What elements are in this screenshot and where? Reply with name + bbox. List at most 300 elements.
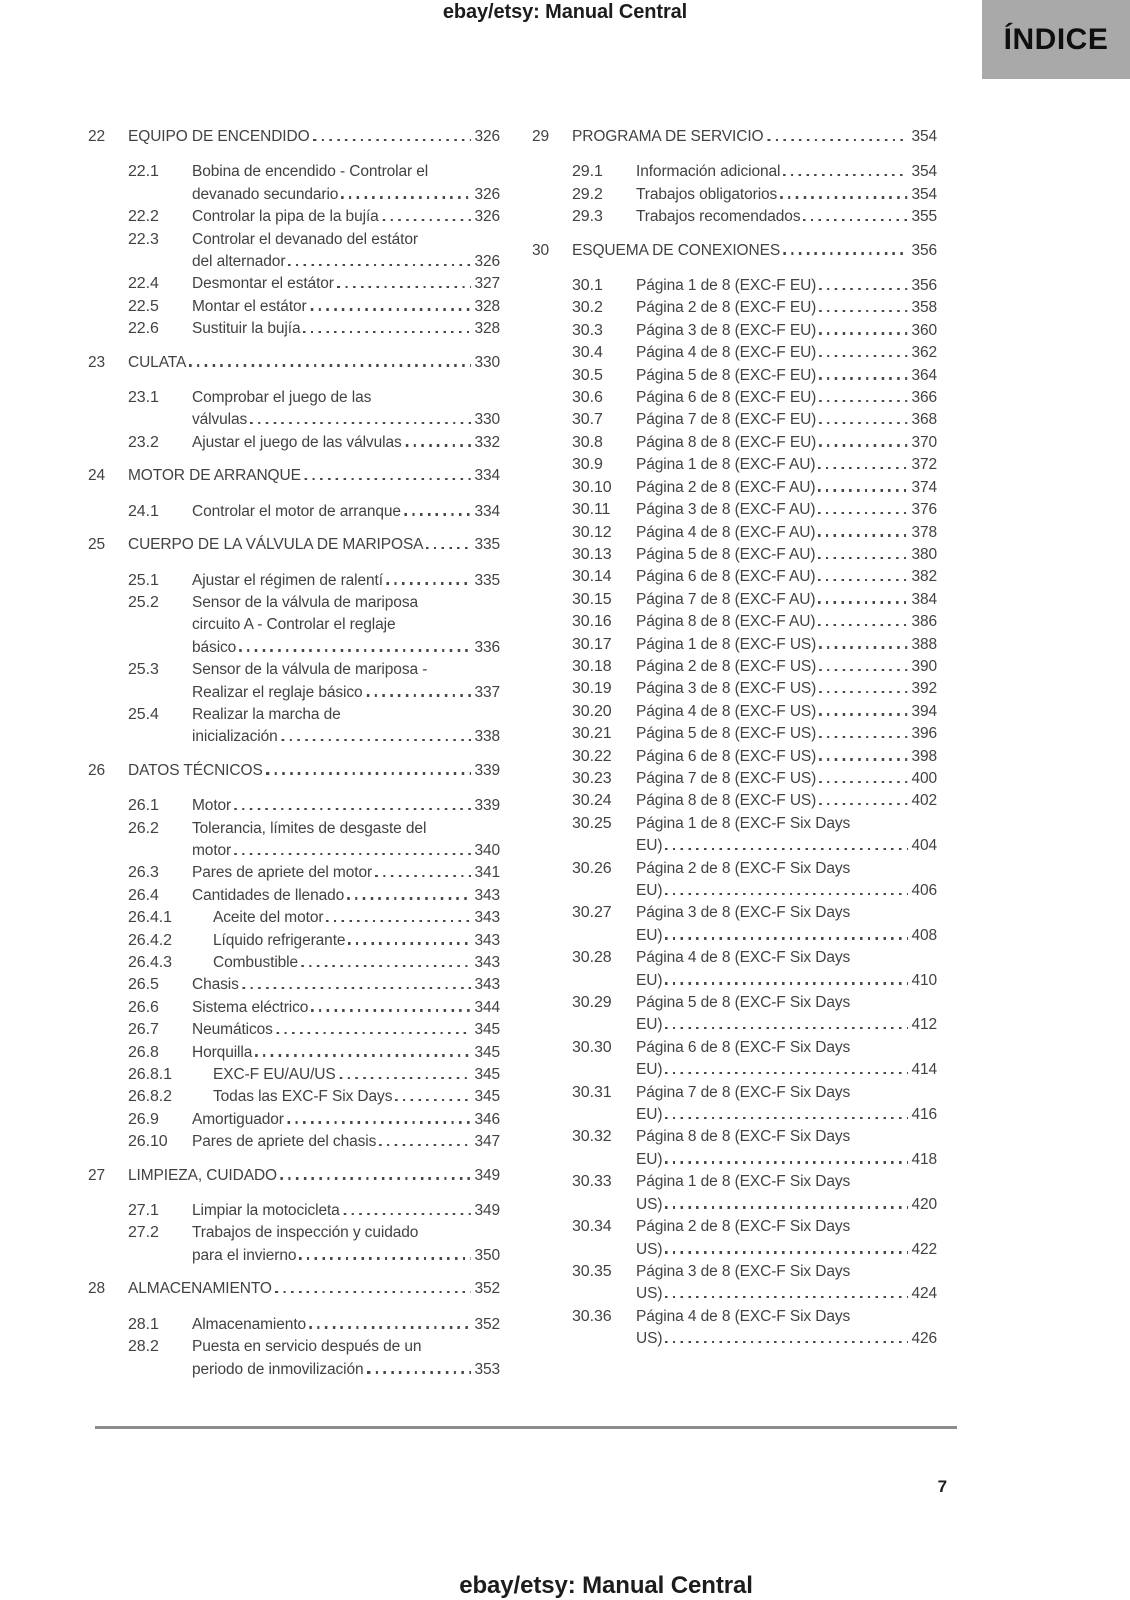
entry-page: 366	[911, 389, 937, 407]
toc-section-28	[88, 1278, 500, 1381]
toc-entry-30.19	[532, 678, 937, 700]
toc-entry-30.6	[532, 387, 937, 409]
entry-title-line	[192, 161, 500, 183]
entry-page: 345	[474, 1066, 500, 1084]
entry-body	[192, 161, 500, 206]
entry-title-text: US)	[636, 1285, 663, 1303]
toc-section-27	[88, 1165, 500, 1268]
entry-title-line	[636, 1261, 937, 1283]
entry-number: 30.13	[572, 545, 612, 563]
footer-doc-title: ebay/etsy: Manual Central	[459, 1572, 753, 1599]
entry-page: 406	[911, 882, 937, 899]
toc-section-heading	[532, 126, 937, 148]
entry-title-text: inicialización	[192, 728, 278, 746]
entry-title-text: Pares de apriete del motor	[192, 864, 373, 882]
entry-number: 24.1	[128, 502, 159, 520]
entry-title-line	[192, 1222, 500, 1244]
dot-leader	[783, 174, 908, 176]
toc-section-23	[88, 352, 500, 455]
entry-number: 30.21	[572, 725, 612, 743]
entry-title-text: Página 3 de 8 (EXC-F EU)	[636, 321, 817, 339]
entry-title-line	[192, 229, 500, 251]
dot-leader	[819, 781, 908, 783]
entry-title-line	[192, 885, 500, 907]
entry-title-line	[213, 907, 500, 929]
entry-page: 345	[474, 1021, 500, 1039]
entry-number: 30.10	[572, 478, 612, 496]
entry-title-text: Cantidades de llenado	[192, 886, 345, 904]
section-number: 27	[88, 1166, 106, 1184]
entry-title-text: Página 2 de 8 (EXC-F AU)	[636, 478, 816, 496]
entry-title-text: Almacenamiento	[192, 1315, 307, 1333]
toc-section-24	[88, 465, 500, 523]
toc-entry-25.4	[88, 704, 500, 749]
entry-body	[636, 342, 937, 364]
entry-body	[636, 1082, 937, 1127]
toc-section-heading	[88, 126, 500, 148]
entry-number: 30.16	[572, 613, 612, 631]
entry-title-text: Página 4 de 8 (EXC-F US)	[636, 702, 817, 720]
entry-number: 30.18	[572, 657, 612, 675]
entry-number: 25.4	[128, 705, 159, 723]
toc-entry-30.10	[532, 477, 937, 499]
dot-leader	[395, 1099, 471, 1101]
entry-title-text: motor	[192, 841, 232, 859]
dot-leader	[818, 512, 908, 514]
entry-body	[192, 1064, 500, 1086]
dot-leader	[309, 1326, 471, 1328]
dot-leader	[343, 1213, 472, 1215]
toc-section-29	[532, 126, 937, 229]
header-doc-title: ebay/etsy: Manual Central	[442, 1, 688, 23]
entry-body	[636, 365, 937, 387]
entry-title-line	[636, 701, 937, 723]
entry-title-line	[192, 862, 500, 884]
entry-page: 328	[474, 320, 500, 338]
entry-title-line	[636, 1126, 937, 1148]
entry-title-line	[192, 206, 500, 228]
dot-leader	[819, 669, 908, 671]
section-number: 25	[88, 536, 106, 554]
entry-title-text: Realizar la marcha de	[192, 705, 341, 723]
entry-body	[636, 297, 937, 319]
entry-body	[192, 501, 500, 523]
entry-page: 338	[474, 728, 500, 746]
entry-body	[636, 768, 937, 790]
toc-entry-30.8	[532, 432, 937, 454]
entry-title-text: Página 2 de 8 (EXC-F Six Days	[636, 1218, 851, 1236]
entry-title-line	[192, 659, 500, 681]
entry-number: 22.1	[128, 163, 159, 181]
dot-leader	[255, 1054, 471, 1056]
entry-body	[192, 952, 500, 974]
entry-number: 22.5	[128, 297, 159, 315]
entry-body	[192, 974, 500, 996]
entry-number: 30.5	[572, 366, 603, 384]
entry-body	[636, 790, 937, 812]
toc-entry-26.4	[88, 885, 500, 907]
dot-leader	[819, 646, 908, 648]
dot-leader	[665, 982, 908, 984]
entry-number: 23.2	[128, 433, 159, 451]
entry-title-text: Controlar el motor de arranque	[192, 502, 401, 520]
entry-number: 30.28	[572, 949, 612, 967]
dot-leader	[234, 853, 471, 855]
entry-page: 360	[911, 321, 937, 339]
entry-page: 398	[911, 747, 937, 765]
entry-page: 349	[474, 1202, 500, 1220]
entry-title-line	[636, 790, 937, 812]
entry-page: 388	[911, 635, 937, 653]
entry-title-line	[636, 1104, 937, 1126]
entry-title-line	[636, 409, 937, 431]
entry-title-text: Página 1 de 8 (EXC-F US)	[636, 635, 817, 653]
entry-title-line	[636, 320, 937, 342]
entry-title-text: Página 7 de 8 (EXC-F US)	[636, 769, 817, 787]
entry-title-line	[636, 1194, 937, 1216]
entry-title-text: devanado secundario	[192, 185, 339, 203]
entry-body	[636, 499, 937, 521]
entry-title-text: US)	[636, 1330, 663, 1348]
dot-leader	[665, 1072, 908, 1074]
entry-body	[192, 1222, 500, 1267]
entry-title-text: Página 5 de 8 (EXC-F EU)	[636, 366, 817, 384]
dot-leader	[311, 1009, 471, 1011]
entry-page: 394	[911, 702, 937, 720]
section-title: ALMACENAMIENTO	[128, 1280, 272, 1298]
dot-leader	[266, 772, 472, 774]
entry-title-text: Página 6 de 8 (EXC-F AU)	[636, 568, 816, 586]
toc-entry-26.10	[88, 1131, 500, 1153]
dot-leader	[803, 219, 908, 221]
entry-title-line	[636, 813, 937, 835]
entry-page: 392	[911, 680, 937, 698]
entry-page: 326	[474, 253, 500, 271]
dot-leader	[301, 965, 471, 967]
entry-title-line	[636, 768, 937, 790]
entry-number: 30.11	[572, 501, 611, 519]
entry-title-text: circuito A - Controlar el reglaje	[192, 616, 396, 634]
section-number: 29	[532, 128, 550, 145]
entry-title-line	[192, 682, 500, 704]
entry-page: 344	[474, 998, 500, 1016]
entry-title-text: Página 3 de 8 (EXC-F Six Days	[636, 1262, 851, 1280]
entry-title-text: Sistema eléctrico	[192, 998, 309, 1016]
entry-title-line	[192, 637, 500, 659]
entry-body	[192, 1336, 500, 1381]
toc-section-heading	[88, 534, 500, 556]
toc-entry-27.2	[88, 1222, 500, 1267]
entry-title-line	[192, 795, 500, 817]
dot-leader	[818, 601, 908, 603]
entry-title-line	[192, 614, 500, 636]
section-title: PROGRAMA DE SERVICIO	[572, 128, 764, 145]
entry-title-line	[636, 589, 937, 611]
toc-entry-26.1	[88, 795, 500, 817]
entry-page: 335	[474, 571, 500, 589]
entry-page: 410	[911, 971, 937, 989]
section-title: MOTOR DE ARRANQUE	[128, 467, 301, 485]
dot-leader	[280, 1177, 471, 1179]
entry-title-text: Controlar el devanado del estátor	[192, 230, 418, 248]
entry-title-line	[192, 409, 500, 431]
dot-leader	[783, 252, 908, 254]
entry-number: 22.3	[128, 230, 159, 248]
entry-body	[192, 592, 500, 659]
entry-title-text: EU)	[636, 1106, 663, 1124]
entry-body	[636, 1171, 937, 1216]
entry-body	[192, 1042, 500, 1064]
entry-title-line	[192, 570, 500, 592]
toc-entry-30.12	[532, 522, 937, 544]
entry-title-line	[192, 387, 500, 409]
entry-title-line	[636, 1239, 937, 1261]
dot-leader	[299, 1257, 471, 1259]
entry-body	[636, 634, 937, 656]
entry-page: 343	[474, 909, 500, 927]
entry-body	[192, 907, 500, 929]
dot-leader	[819, 691, 908, 693]
section-title: ESQUEMA DE CONEXIONES	[572, 241, 781, 259]
entry-page: 337	[474, 683, 500, 701]
entry-page: 354	[911, 163, 937, 181]
toc-entry-30.16	[532, 611, 937, 633]
dot-leader	[819, 422, 908, 424]
entry-title-line	[636, 678, 937, 700]
toc-entry-26.5	[88, 974, 500, 996]
entry-number: 30.32	[572, 1128, 612, 1146]
dot-leader	[665, 1161, 908, 1163]
entry-title-text: Líquido refrigerante	[213, 931, 346, 949]
entry-title-line	[192, 1314, 500, 1336]
entry-title-line	[192, 840, 500, 862]
entry-title-line	[636, 746, 937, 768]
entry-number: 26.8	[128, 1043, 159, 1061]
entry-title-line	[192, 1131, 500, 1153]
entry-number: 30.30	[572, 1038, 612, 1056]
dot-leader	[337, 286, 472, 288]
entry-title-text: Aceite del motor	[213, 909, 324, 927]
entry-title-line	[192, 997, 500, 1019]
entry-title-text: Página 3 de 8 (EXC-F US)	[636, 680, 817, 698]
entry-body	[636, 206, 937, 228]
entry-page: 341	[474, 864, 500, 882]
entry-number: 26.8.1	[128, 1066, 172, 1084]
toc-entry-26.8.1	[88, 1064, 500, 1086]
toc-entry-22.4	[88, 273, 500, 295]
entry-number: 29.1	[572, 163, 603, 181]
entry-title-line	[636, 184, 937, 206]
entry-title-text: Desmontar el estátor	[192, 275, 334, 293]
entry-title-line	[192, 1042, 500, 1064]
toc-entry-30.35	[532, 1261, 937, 1306]
dot-leader	[250, 422, 471, 424]
entry-title-text: Página 2 de 8 (EXC-F EU)	[636, 299, 817, 317]
section-title: EQUIPO DE ENCENDIDO	[128, 128, 310, 145]
entry-number: 25.2	[128, 593, 159, 611]
toc-entry-27.1	[88, 1200, 500, 1222]
dot-leader	[665, 893, 908, 895]
entry-body	[192, 387, 500, 432]
entry-title-text: Página 4 de 8 (EXC-F AU)	[636, 523, 816, 541]
entry-title-line	[192, 1019, 500, 1041]
dot-leader	[341, 196, 471, 198]
entry-title-text: Página 1 de 8 (EXC-F Six Days	[636, 1173, 851, 1191]
toc-entry-30.23	[532, 768, 937, 790]
entry-title-line	[192, 592, 500, 614]
entry-page: 378	[911, 523, 937, 541]
entry-page: 416	[911, 1106, 937, 1124]
toc-entry-30.15	[532, 589, 937, 611]
dot-leader	[818, 534, 908, 536]
toc-entry-26.8	[88, 1042, 500, 1064]
entry-title-line	[636, 1306, 937, 1328]
section-number: 24	[88, 467, 106, 485]
entry-number: 26.7	[128, 1021, 159, 1039]
section-page: 339	[474, 761, 500, 779]
entry-title-text: Sensor de la válvula de mariposa	[192, 593, 418, 611]
dot-leader	[819, 332, 908, 334]
entry-title-line	[636, 387, 937, 409]
dot-leader	[287, 1121, 472, 1123]
entry-title-text: Combustible	[213, 954, 299, 971]
dot-leader	[339, 1077, 472, 1079]
toc-entry-30.18	[532, 656, 937, 678]
entry-number: 29.3	[572, 208, 603, 226]
section-title: CUERPO DE LA VÁLVULA DE MARIPOSA	[128, 536, 424, 554]
entry-number: 30.7	[572, 411, 603, 429]
dot-leader	[347, 897, 471, 899]
entry-title-line	[636, 902, 937, 924]
entry-title-line	[192, 1109, 500, 1131]
entry-page: 370	[911, 433, 937, 451]
dot-leader	[303, 331, 471, 333]
entry-title-line	[192, 1359, 500, 1381]
entry-title-text: Trabajos obligatorios	[636, 185, 778, 203]
dot-leader	[665, 1296, 908, 1298]
toc-entry-25.3	[88, 659, 500, 704]
entry-page: 376	[911, 501, 937, 519]
entry-number: 25.3	[128, 661, 159, 679]
entry-page: 339	[474, 797, 500, 815]
entry-body	[192, 930, 500, 952]
section-title: LIMPIEZA, CUIDADO	[128, 1166, 278, 1184]
entry-title-text: Página 7 de 8 (EXC-F Six Days	[636, 1083, 851, 1101]
entry-body	[636, 701, 937, 723]
entry-title-line	[636, 454, 937, 476]
toc-entry-30.32	[532, 1126, 937, 1171]
dot-leader	[665, 1027, 908, 1029]
entry-number: 30.29	[572, 994, 612, 1012]
entry-page: 328	[474, 297, 500, 315]
entry-title-text: EU)	[636, 1061, 663, 1079]
entry-number: 30.14	[572, 568, 612, 586]
toc-entry-30.25	[532, 813, 937, 858]
dot-leader	[665, 1206, 908, 1208]
entry-body	[636, 409, 937, 431]
dot-leader	[818, 557, 908, 559]
dot-leader	[818, 579, 908, 581]
entry-page: 343	[474, 976, 500, 994]
entry-title-line	[636, 522, 937, 544]
entry-page: 374	[911, 478, 937, 496]
entry-page: 346	[474, 1110, 500, 1128]
entry-title-text: Página 5 de 8 (EXC-F US)	[636, 725, 817, 743]
entry-title-line	[636, 925, 937, 947]
toc-entry-30.5	[532, 365, 937, 387]
entry-title-text: Página 4 de 8 (EXC-F Six Days	[636, 949, 851, 967]
toc-entry-30.3	[532, 320, 937, 342]
entry-number: 30.6	[572, 389, 603, 407]
entry-title-text: Montar el estátor	[192, 297, 307, 315]
dot-leader	[189, 364, 471, 366]
entry-title-line	[192, 296, 500, 318]
entry-title-text: Sustituir la bujía	[192, 320, 301, 338]
entry-body	[636, 992, 937, 1037]
entry-title-line	[192, 432, 500, 454]
entry-title-text: Página 4 de 8 (EXC-F Six Days	[636, 1307, 851, 1325]
entry-body	[192, 659, 500, 704]
entry-title-text: Motor	[192, 797, 232, 815]
dot-leader	[310, 308, 472, 310]
dot-leader	[379, 1144, 471, 1146]
entry-number: 22.6	[128, 320, 159, 338]
entry-title-text: EU)	[636, 1150, 663, 1168]
dot-leader	[382, 219, 472, 221]
entry-page: 327	[474, 275, 500, 293]
entry-title-line	[636, 992, 937, 1014]
entry-page: 340	[474, 841, 500, 859]
entry-number: 26.4.2	[128, 931, 172, 949]
entry-title-text: Página 6 de 8 (EXC-F US)	[636, 747, 817, 765]
toc-entry-26.3	[88, 862, 500, 884]
index-tab	[982, 0, 1130, 79]
entry-number: 30.23	[572, 769, 612, 787]
entry-title-line	[636, 1149, 937, 1171]
entry-number: 30.24	[572, 792, 612, 810]
entry-number: 26.1	[128, 797, 159, 815]
toc-entry-30.20	[532, 701, 937, 723]
toc-entry-22.5	[88, 296, 500, 318]
entry-body	[636, 522, 937, 544]
dot-leader	[819, 444, 908, 446]
entry-title-text: Página 5 de 8 (EXC-F AU)	[636, 545, 816, 563]
entry-title-text: válvulas	[192, 411, 248, 429]
entry-title-text: Trabajos de inspección y cuidado	[192, 1224, 419, 1242]
dot-leader	[326, 920, 471, 922]
entry-body	[636, 275, 937, 297]
toc-section-heading	[88, 352, 500, 374]
entry-body	[192, 296, 500, 318]
entry-number: 28.1	[128, 1315, 159, 1333]
entry-page: 332	[474, 433, 500, 451]
toc-section-22	[88, 126, 500, 341]
entry-body	[636, 454, 937, 476]
entry-number: 30.12	[572, 523, 612, 541]
entry-title-text: del alternador	[192, 253, 286, 271]
entry-title-line	[192, 273, 500, 295]
entry-page: 330	[474, 411, 500, 429]
dot-leader	[313, 139, 472, 141]
entry-title-text: Página 4 de 8 (EXC-F EU)	[636, 344, 817, 362]
entry-title-text: Tolerancia, límites de desgaste del	[192, 819, 427, 837]
toc-entry-30.14	[532, 566, 937, 588]
entry-title-text: Página 8 de 8 (EXC-F AU)	[636, 613, 816, 631]
table-of-contents	[88, 126, 937, 1392]
toc-column-left	[88, 126, 500, 1392]
entry-page: 362	[911, 344, 937, 362]
toc-entry-26.7	[88, 1019, 500, 1041]
